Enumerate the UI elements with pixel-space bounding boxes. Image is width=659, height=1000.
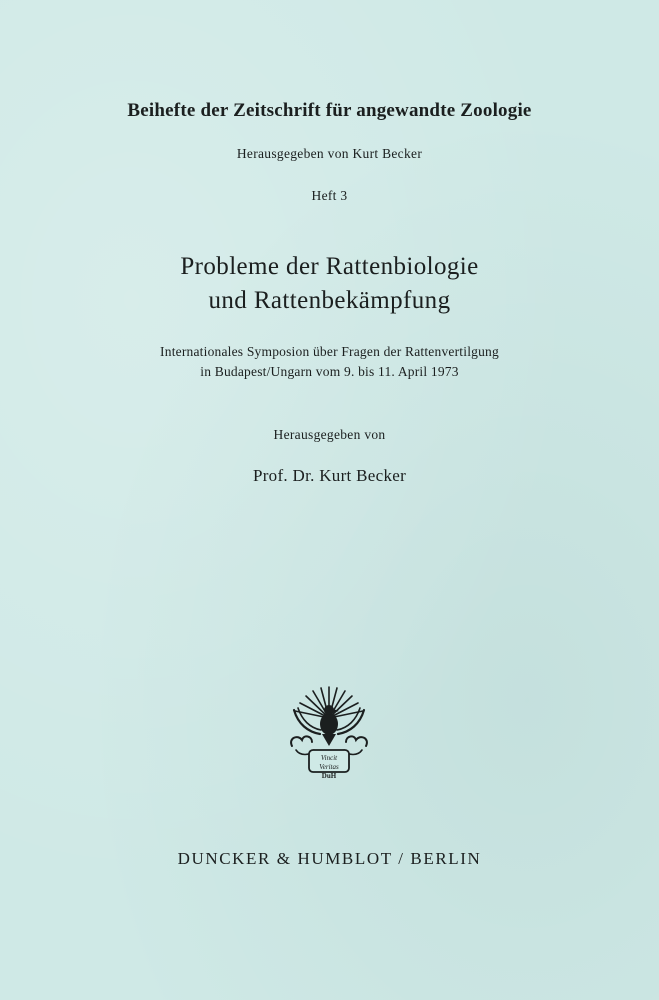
publisher-imprint: DUNCKER & HUMBLOT / BERLIN <box>177 849 482 868</box>
issue-number: Heft 3 <box>311 188 348 203</box>
book-subtitle <box>0 342 659 382</box>
editor-name: Prof. Dr. Kurt Becker <box>252 466 407 485</box>
series-title: Beihefte der Zeitschrift für angewandte Zoologie <box>127 100 532 121</box>
svg-text:DuH: DuH <box>321 772 337 780</box>
publisher-eagle-logo-icon <box>286 684 372 780</box>
book-subtitle-line-2: in Budapest/Ungarn vom 9. bis 11. April 1973 <box>200 364 459 379</box>
book-title-line-2: und Rattenbekämpfung <box>208 287 451 314</box>
svg-text:Vincit: Vincit <box>320 754 338 762</box>
book-subtitle-line-1: Internationales Symposion über Fragen der Rattenvertilgung <box>160 344 499 359</box>
series-editor: Herausgegeben von Kurt Becker <box>236 146 423 161</box>
book-title <box>0 250 659 318</box>
editor-label: Herausgegeben von <box>273 427 386 442</box>
book-title-line-1: Probleme der Rattenbiologie <box>180 253 479 280</box>
svg-text:Veritas: Veritas <box>319 763 339 771</box>
